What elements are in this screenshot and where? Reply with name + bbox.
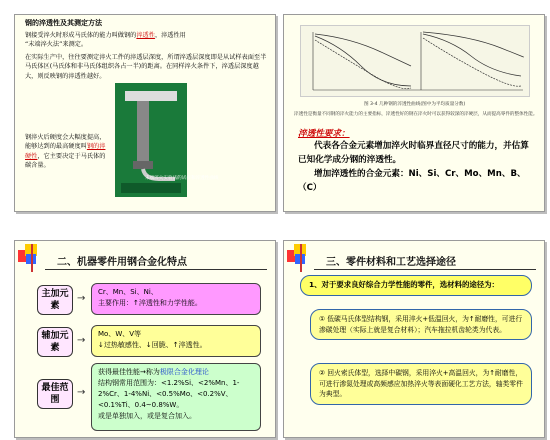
divider (314, 269, 536, 270)
requirement-heading: 淬透性要求： (298, 129, 350, 139)
selection-option-1: ① 低碳马氏体型结构钢，采用淬火+低温回火，为↑耐磨性，可进行渗碳处理（实际上就是复合材料）；汽车拖拉机齿轮类为代表。 (310, 309, 532, 340)
elements-line: 增加淬透性的合金元素：Ni、Si、Cr、Mo、Mn、B、（C） (298, 169, 526, 193)
arrow-icon: → (77, 335, 86, 346)
slide-title: 三、零件材料和工艺选择途径 (326, 257, 456, 268)
aux-elements-label: 辅加元素 (37, 327, 73, 357)
aux-elements-effect: ↓过热敏感性、↓回脆、↑淬透性。 (98, 341, 207, 349)
optimal-range-values: 结构钢常用范围为：<1.2%Si、<2%Mn、1-2%Cr、1-4%Ni、<0.5%Mo、<0.2%V、<0.1%Ti、0.4~0.8%W。 (98, 379, 240, 409)
hardenability-curves-chart (300, 25, 530, 97)
chart-note: 淬透性是衡量不同钢的淬火能力的主要指标，淬透性好的钢在淬火时可以获得较深的淬硬层，从而提高零件的整体性能。 (294, 112, 538, 117)
arrow-icon: → (77, 293, 86, 304)
main-elements-box (91, 283, 261, 315)
slide-title: 钢的淬透性及其测定方法 (25, 19, 102, 27)
divider (45, 269, 267, 270)
main-elements-effect: 主要作用：↑淬透性和力学性能。 (98, 299, 202, 307)
optimal-range-label: 最佳范围 (37, 379, 73, 409)
requirement-line: 代表各合金元素增加淬火时临界直径尺寸的能力，并估算已知化学成分钢的淬透性。 (298, 141, 529, 165)
slide-hardenability-curves[interactable] (283, 14, 545, 212)
decoration (287, 244, 317, 274)
image-caption: 末端淬火实验法的试样和淬透性曲线 (145, 176, 219, 181)
aux-elements-list: Mo、W、V等 (98, 330, 142, 338)
optimal-range-box: 获得最佳性能→称为极限合金化理论 结构钢常用范围为：<1.2%Si、<2%Mn、1-2%Cr、1-4%Ni、<0.5%Mo、<0.2%V、<0.1%Ti、0.4~0.8%W。 或是单独加入，或是复合加入。 (91, 363, 261, 431)
arrow-icon: → (77, 387, 86, 398)
selection-intro: 1、对于要求良好综合力学性能的零件，选材料的途径为： (300, 275, 532, 296)
aux-elements-box (91, 325, 261, 357)
decoration (18, 244, 48, 274)
selection-option-2: ② 回火索氏体型，选择中碳钢，采用淬火+高温回火，为↑耐磨性，可进行渗氮处理或高频感应加热淬火等表面硬化工艺方法，轴类零件为典型。 (310, 363, 532, 405)
optimal-range-note: 或是单独加入，或是复合加入。 (98, 412, 196, 420)
paragraph: 钢淬火后硬度会大幅度提高，能够达到的最高硬度叫钢的淬硬性，它主要决定于马氏体的碳含量。 (25, 134, 106, 170)
slide-alloying-features[interactable] (14, 240, 276, 438)
main-elements-list: Cr、Mn、Si、Ni、 (98, 288, 158, 296)
chart-caption: 图 3-4 几种钢的淬透性曲线(图中为平均质量分数) (364, 102, 466, 107)
slide-material-selection[interactable] (283, 240, 545, 438)
main-elements-label: 主加元素 (37, 285, 73, 315)
slide-title: 二、机器零件用钢合金化特点 (57, 257, 187, 268)
paragraph: 钢接受淬火时形成马氏体的能力叫做钢的淬透性，淬透性用 “末端淬火法”来测定。 (25, 32, 186, 49)
slide-hardenability[interactable] (14, 14, 276, 212)
paragraph: 在实际生产中，往往要测定淬火工件的淬透层深度，所谓淬透层深度即是从试样表面至半马氏体区(马氏体和非马氏体组织各占一半)的距离。在同样淬火条件下，淬透层深度越大，则反映钢的淬透性越好。 (25, 54, 267, 80)
